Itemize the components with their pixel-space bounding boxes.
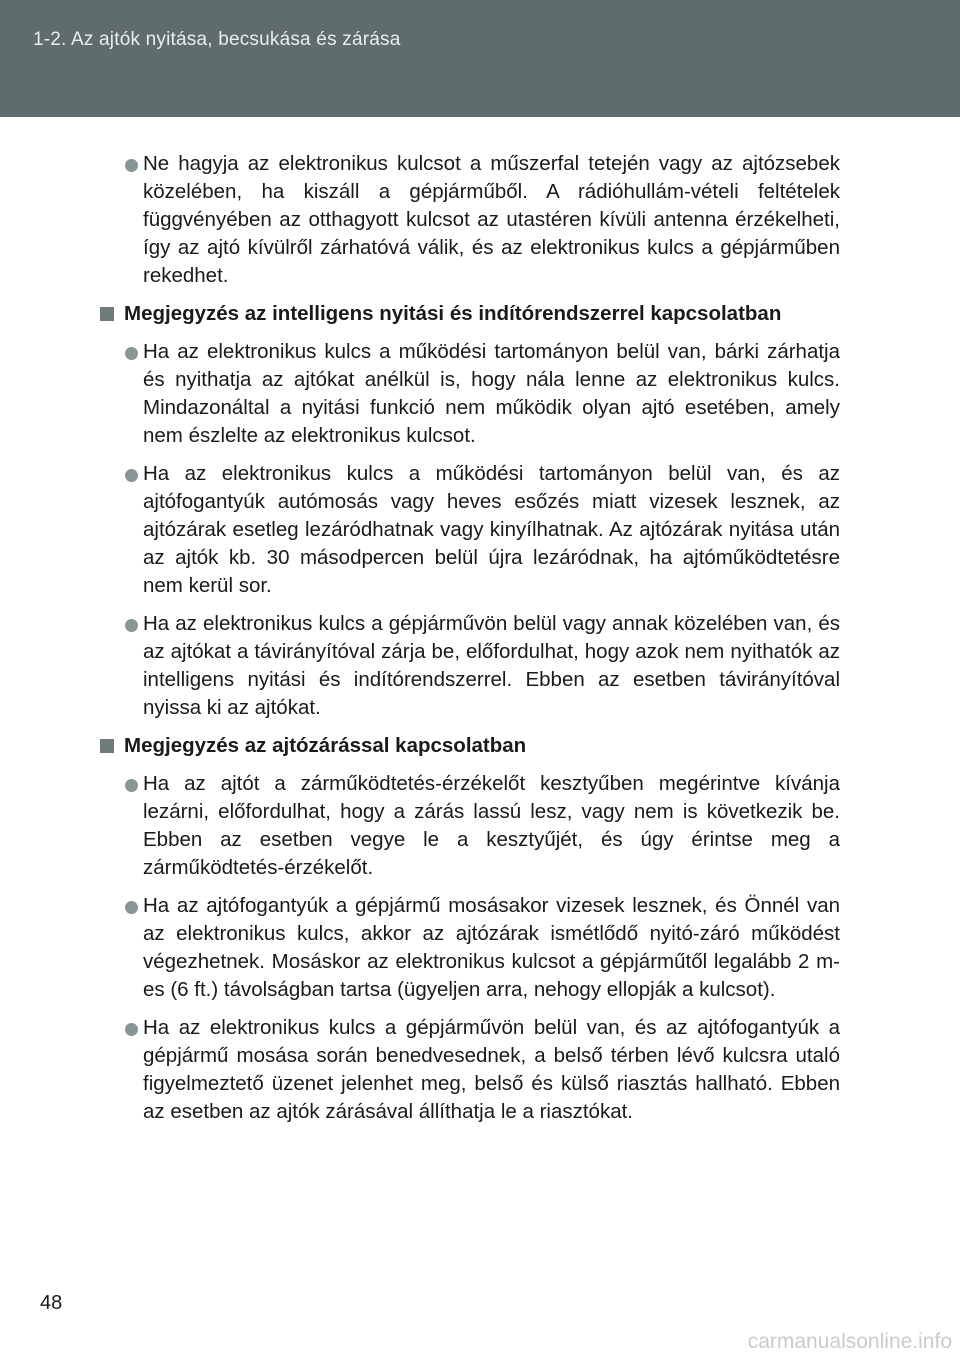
bullet-text: Ha az ajtófogantyúk a gépjármű mosásakor vizesek lesznek, és Önnél van az elektronikus kulcs, akkor az ajtózárak ismétlődő nyitó-záró működést végezhetnek. Mosáskor az elektronikus kulcsot a gépjárműtől legalább 2 m-es (6 ft.) távolságban tartsa (ügyeljen arra, nehogy ellopják a kulcsot).	[143, 894, 840, 1001]
bullet-text: Ha az elektronikus kulcs a működési tartományon belül van, és az ajtófogantyúk autómosás vagy heves esőzés miatt vizesek lesznek, az ajtózárak esetleg lezáródhatnak vagy kinyílhatnak. Az ajtózárak nyitása után az ajtók kb. 30 másodpercen belül újra lezáródnak, ha ajtóműködtetésre nem kerül sor.	[143, 462, 840, 597]
bullet-item	[100, 1014, 840, 1126]
section-heading-text: Megjegyzés az intelligens nyitási és indítórendszerrel kapcsolatban	[124, 302, 782, 325]
bullet-text: Ha az elektronikus kulcs a gépjárművön belül vagy annak közelében van, és az ajtókat a távirányítóval zárja be, előfordulhat, hogy azok nem nyithatók az intelligens nyitási és indítórendszerrel. Ebben az esetben távirányítóval nyissa ki az ajtókat.	[143, 612, 840, 719]
page-number: 48	[40, 1292, 63, 1314]
bullet-item	[100, 338, 840, 450]
watermark: carmanualsonline.info	[747, 1330, 952, 1353]
bullet-dot-icon	[125, 469, 138, 482]
section-heading-text: Megjegyzés az ajtózárással kapcsolatban	[124, 734, 527, 757]
bullet-text: Ha az ajtót a zárműködtetés-érzékelőt kesztyűben megérintve kívánja lezárni, előfordulhat, hogy a zárás lassú lesz, vagy nem is következik be. Ebben az esetben vegye le a kesztyűjét, és úgy érintse meg a zárműködtetés-érzékelőt.	[143, 772, 840, 879]
bullet-dot-icon	[125, 1023, 138, 1036]
section-heading	[100, 732, 840, 760]
page-header	[0, 0, 960, 117]
bullet-text: Ha az elektronikus kulcs a működési tartományon belül van, bárki zárhatja és nyithatja az ajtókat anélkül is, hogy nála lenne az elektronikus kulcs. Mindazonáltal a nyitási funkció nem működik olyan ajtó esetében, amely nem észlelte az elektronikus kulcsot.	[143, 340, 840, 447]
page-content	[100, 150, 840, 1136]
bullet-dot-icon	[125, 159, 138, 172]
bullet-text: Ne hagyja az elektronikus kulcsot a műszerfal tetején vagy az ajtózsebek közelében, ha kiszáll a gépjárműből. A rádióhullám-vételi feltételek függvényében az otthagyott kulcsot az utastéren kívüli antenna érzékelheti, így az ajtó kívülről zárhatóvá válik, és az elektronikus kulcs a gépjárműben rekedhet.	[143, 152, 840, 287]
section-square-icon	[100, 307, 114, 321]
bullet-dot-icon	[125, 619, 138, 632]
section-heading	[100, 300, 840, 328]
bullet-item	[100, 770, 840, 882]
bullet-item	[100, 150, 840, 290]
section-square-icon	[100, 739, 114, 753]
bullet-item	[100, 610, 840, 722]
bullet-dot-icon	[125, 779, 138, 792]
chapter-title: 1-2. Az ajtók nyitása, becsukása és zárása	[33, 29, 401, 50]
bullet-dot-icon	[125, 347, 138, 360]
bullet-dot-icon	[125, 901, 138, 914]
bullet-text: Ha az elektronikus kulcs a gépjárművön belül van, és az ajtófogantyúk a gépjármű mosása során benedvesednek, a belső térben lévő kulcsra utaló figyelmeztető üzenet jelenhet meg, belső és külső riasztás hallható. Ebben az esetben az ajtók zárásával állíthatja le a riasztókat.	[143, 1016, 840, 1123]
bullet-item	[100, 460, 840, 600]
bullet-item	[100, 892, 840, 1004]
